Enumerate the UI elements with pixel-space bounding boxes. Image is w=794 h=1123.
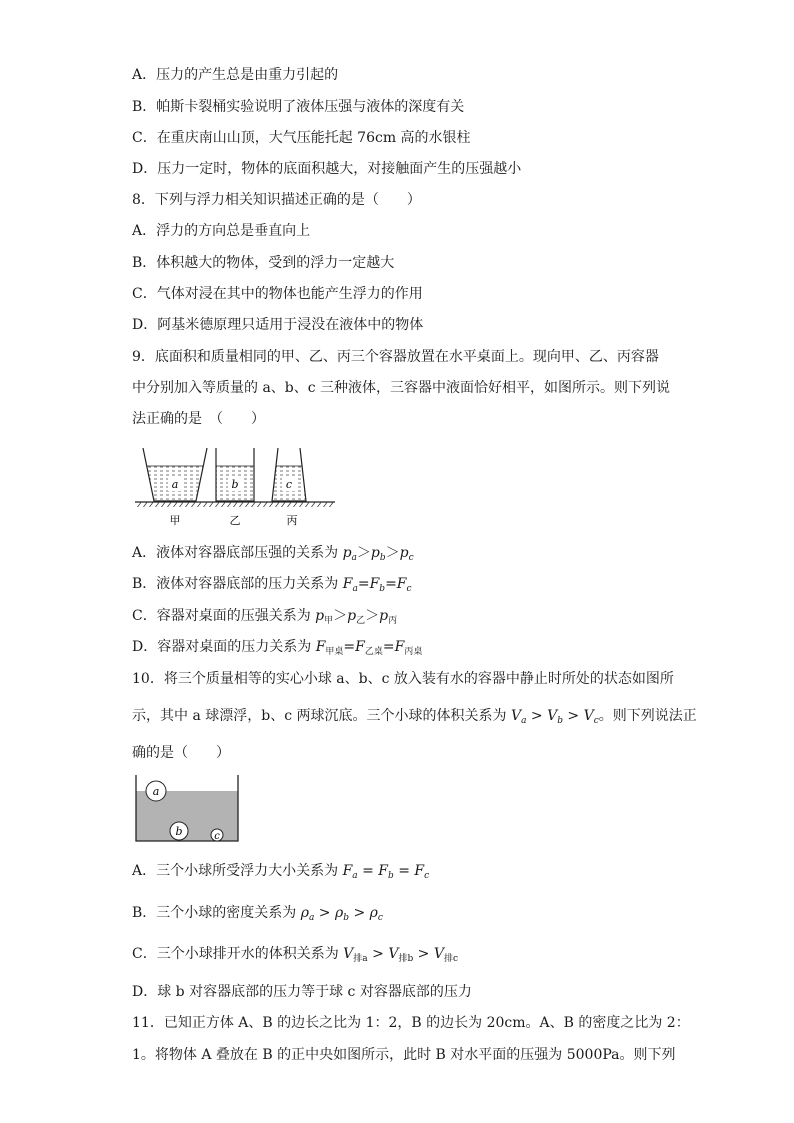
q9-stem-line3: 法正确的是 （ ） — [132, 411, 265, 427]
liquid-label-a: a — [171, 478, 179, 491]
q9-figure — [130, 445, 340, 530]
q8-option-a: A．浮力的方向总是垂直向上 — [132, 223, 311, 239]
q11-stem-line1: 11．已知正方体 A、B 的边长之比为 1：2，B 的边长为 20cm。A、B 的密度之比为 2： — [132, 1015, 690, 1031]
q7-option-a: A．压力的产生总是由重力引起的 — [132, 67, 339, 83]
container-label-jia: 甲 — [169, 514, 181, 527]
q7-option-b: B．帕斯卡裂桶实验说明了液体压强与液体的深度有关 — [132, 99, 465, 115]
q9-stem-line2: 中分别加入等质量的 a、b、c 三种液体，三容器中液面恰好相平，如图所示。则下列说 — [132, 380, 671, 396]
q10-figure — [132, 774, 244, 846]
q8-option-b: B．体积越大的物体，受到的浮力一定越大 — [132, 255, 395, 271]
q10-option-d: D．球 b 对容器底部的压力等于球 c 对容器底部的压力 — [132, 984, 472, 1000]
q9-stem-line1: 9．底面积和质量相同的甲、乙、丙三个容器放置在水平桌面上。现向甲、乙、丙容器 — [132, 349, 659, 365]
q9-option-a: A．液体对容器底部压强的关系为 $p_a>p_b>p_c$ — [132, 545, 414, 563]
q9-option-c: C．容器对桌面的压强关系为 $p_甲>p_乙>p_丙$ — [132, 608, 398, 626]
q10-option-c: C．三个小球排开水的体积关系为 $V_{排a} > V_{排b} > V_{排c}$ — [132, 946, 459, 964]
q7-option-c: C．在重庆南山山顶，大气压能托起 76cm 高的水银柱 — [132, 130, 471, 146]
liquid-label-c: c — [285, 478, 293, 491]
ball-label-c: c — [214, 831, 220, 842]
q7-option-d: D．压力一定时，物体的底面积越大，对接触面产生的压强越小 — [132, 161, 522, 177]
q10-option-a: A．三个小球所受浮力大小关系为 $F_a = F_b = F_c$ — [132, 863, 430, 881]
q10-stem-line1: 10．将三个质量相等的实心小球 a、b、c 放入装有水的容器中静止时所处的状态如图所 — [132, 671, 674, 687]
q10-option-b: B．三个小球的密度关系为 $\rho_a > \rho_b > \rho_c$ — [132, 905, 383, 923]
q10-stem-line2: 示，其中 a 球漂浮，b、c 两球沉底。三个小球的体积关系为 $V_a > V_b > V_c$。则下列说法正 — [132, 708, 697, 726]
q8-stem: 8．下列与浮力相关知识描述正确的是（ ） — [132, 192, 421, 208]
q8-option-c: C．气体对浸在其中的物体也能产生浮力的作用 — [132, 286, 423, 302]
q8-option-d: D．阿基米德原理只适用于浸没在液体中的物体 — [132, 317, 424, 333]
ball-label-b: b — [175, 825, 183, 838]
container-label-bing: 丙 — [286, 514, 298, 527]
container-label-yi: 乙 — [229, 514, 241, 527]
q9-option-b: B．液体对容器底部的压力关系为 $F_a=F_b=F_c$ — [132, 576, 412, 594]
q10-stem-line3: 确的是（ ） — [132, 745, 230, 761]
liquid-label-b: b — [231, 478, 239, 491]
q11-stem-line2: 1。将物体 A 叠放在 B 的正中央如图所示，此时 B 对水平面的压强为 5000Pa。则下列 — [132, 1047, 676, 1063]
q9-option-d: D．容器对桌面的压力关系为 $F_{甲桌}=F_{乙桌}=F_{丙桌}$ — [132, 639, 423, 657]
ball-label-a: a — [152, 785, 160, 798]
